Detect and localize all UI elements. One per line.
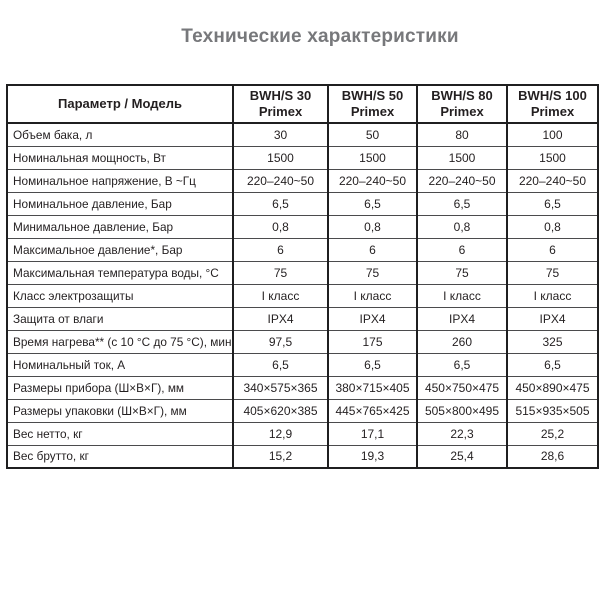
value-cell: 6,5: [417, 353, 507, 376]
value-cell: 6,5: [417, 192, 507, 215]
value-cell: 75: [417, 261, 507, 284]
value-cell: IPX4: [417, 307, 507, 330]
value-cell: 0,8: [328, 215, 417, 238]
value-cell: 25,2: [507, 422, 598, 445]
table-header: [7, 85, 598, 123]
value-cell: 15,2: [233, 445, 328, 468]
value-cell: I класс: [417, 284, 507, 307]
param-label: Вес нетто, кг: [7, 422, 233, 445]
model-header-bwh-s-30: [233, 85, 328, 123]
value-cell: I класс: [233, 284, 328, 307]
value-cell: 75: [507, 261, 598, 284]
value-cell: IPX4: [507, 307, 598, 330]
model-name-line2: Primex: [440, 104, 484, 119]
header-row: [7, 85, 598, 123]
param-label: Номинальное напряжение, В ~Гц: [7, 169, 233, 192]
value-cell: 1500: [328, 146, 417, 169]
value-cell: 175: [328, 330, 417, 353]
page-title: Технические характеристики: [181, 26, 459, 47]
param-label: Номинальный ток, А: [7, 353, 233, 376]
value-cell: 6: [328, 238, 417, 261]
value-cell: 0,8: [417, 215, 507, 238]
value-cell: 220–240~50: [233, 169, 328, 192]
value-cell: 28,6: [507, 445, 598, 468]
table-row: [7, 330, 598, 353]
value-cell: 6,5: [328, 353, 417, 376]
model-header-bwh-s-100: [507, 85, 598, 123]
param-label: Класс электрозащиты: [7, 284, 233, 307]
table-row: [7, 376, 598, 399]
value-cell: 12,9: [233, 422, 328, 445]
value-cell: 260: [417, 330, 507, 353]
value-cell: 22,3: [417, 422, 507, 445]
param-label: Защита от влаги: [7, 307, 233, 330]
value-cell: 450×890×475: [507, 376, 598, 399]
value-cell: 30: [233, 123, 328, 146]
model-header-bwh-s-50: [328, 85, 417, 123]
table-row: [7, 399, 598, 422]
value-cell: 50: [328, 123, 417, 146]
value-cell: 1500: [507, 146, 598, 169]
model-name-line1: BWH/S 100: [518, 88, 587, 103]
value-cell: 325: [507, 330, 598, 353]
value-cell: 515×935×505: [507, 399, 598, 422]
value-cell: 220–240~50: [507, 169, 598, 192]
model-name-line1: BWH/S 80: [431, 88, 493, 103]
value-cell: 6,5: [507, 353, 598, 376]
param-label: Объем бака, л: [13, 127, 93, 142]
model-header-bwh-s-80: [417, 85, 507, 123]
model-name-line2: Primex: [530, 104, 575, 119]
value-cell: 1500: [233, 146, 328, 169]
value-cell: 6: [417, 238, 507, 261]
param-label: Номинальная мощность, Вт: [7, 146, 233, 169]
param-label: Размеры упаковки (Ш×В×Г), мм: [7, 399, 233, 422]
model-name-line1: BWH/S 30: [249, 88, 312, 103]
value-cell: 6,5: [328, 192, 417, 215]
param-label: Вес брутто, кг: [7, 445, 233, 468]
value-cell: IPX4: [328, 307, 417, 330]
table-row: [7, 353, 598, 376]
table-row: [7, 123, 598, 146]
table-row: [7, 445, 598, 468]
table-row: [7, 307, 598, 330]
value-cell: 1500: [417, 146, 507, 169]
table-row: [7, 192, 598, 215]
value-cell: 25,4: [417, 445, 507, 468]
value-cell: 0,8: [507, 215, 598, 238]
value-cell: 6,5: [507, 192, 598, 215]
value-cell: 100: [507, 123, 598, 146]
param-label: Максимальная температура воды, °С: [7, 261, 233, 284]
value-cell: IPX4: [233, 307, 328, 330]
value-cell: I класс: [507, 284, 598, 307]
table-row: [7, 261, 598, 284]
value-cell: 80: [417, 123, 507, 146]
value-cell: 6,5: [233, 353, 328, 376]
table-row: [7, 238, 598, 261]
model-name-line2: Primex: [350, 104, 395, 119]
value-cell: 19,3: [328, 445, 417, 468]
param-label: Номинальное давление, Бар: [7, 192, 233, 215]
model-name-line1: BWH/S 50: [341, 88, 404, 103]
value-cell: 220–240~50: [328, 169, 417, 192]
value-cell: 340×575×365: [233, 376, 328, 399]
param-model-header: Параметр / Модель: [7, 85, 233, 123]
param-label: Максимальное давление*, Бар: [7, 238, 233, 261]
table-body: [7, 123, 598, 468]
value-cell: 505×800×495: [417, 399, 507, 422]
value-cell: 380×715×405: [328, 376, 417, 399]
value-cell: 220–240~50: [417, 169, 507, 192]
value-cell: 405×620×385: [233, 399, 328, 422]
param-label: Размеры прибора (Ш×В×Г), мм: [7, 376, 233, 399]
model-name-line2: Primex: [258, 104, 303, 119]
value-cell: 450×750×475: [417, 376, 507, 399]
value-cell: 445×765×425: [328, 399, 417, 422]
param-label: Время нагрева** (с 10 °С до 75 °С), мин: [7, 330, 233, 353]
value-cell: 6,5: [233, 192, 328, 215]
table-row: [7, 422, 598, 445]
value-cell: 0,8: [233, 215, 328, 238]
spec-table: [6, 84, 599, 469]
value-cell: 97,5: [233, 330, 328, 353]
value-cell: 75: [328, 261, 417, 284]
table-row: [7, 284, 598, 307]
value-cell: 17,1: [328, 422, 417, 445]
table-row: [7, 215, 598, 238]
value-cell: 75: [233, 261, 328, 284]
param-label: Минимальное давление, Бар: [7, 215, 233, 238]
value-cell: 6: [507, 238, 598, 261]
value-cell: I класс: [328, 284, 417, 307]
table-row: [7, 146, 598, 169]
value-cell: 6: [233, 238, 328, 261]
table-row: [7, 169, 598, 192]
